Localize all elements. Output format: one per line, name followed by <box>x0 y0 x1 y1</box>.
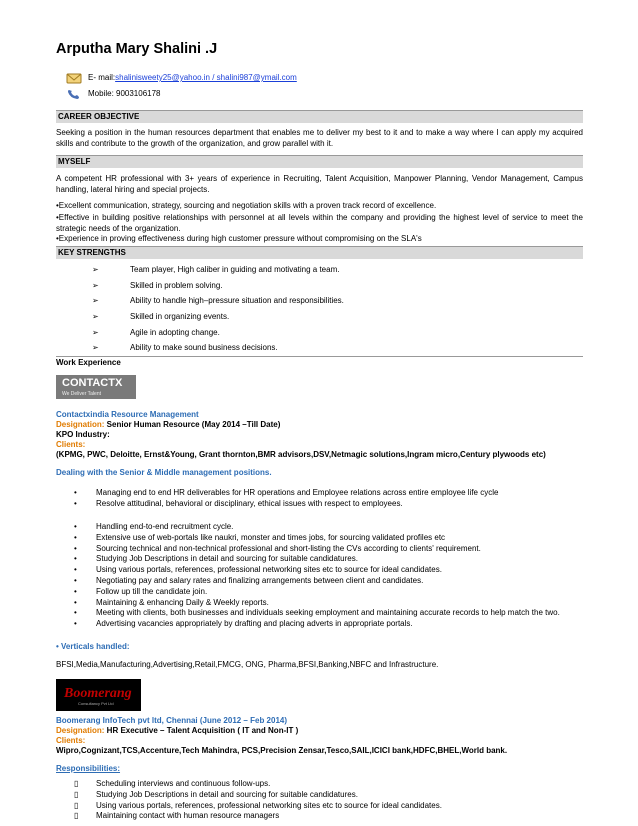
list-item: ➢ Team player, High caliber in guiding and motivating a team. <box>92 264 340 274</box>
job2-responsibilities <box>56 779 583 822</box>
strengths-list <box>56 262 583 356</box>
list-item: • Advertising vacancies appropriately by drafting and placing adverts in appropriate portals. <box>74 619 413 629</box>
career-objective-heading: CAREER OBJECTIVE <box>56 110 583 123</box>
job1-duties-a <box>56 488 583 510</box>
job1-company: Contactxindia Resource Management <box>56 410 199 419</box>
list-item: • Maintaining & enhancing Daily & Weekly reports. <box>74 597 269 607</box>
list-item: • Managing end to end HR deliverables for HR operations and Employee relations across entire employee life cycle <box>74 488 499 497</box>
myself-heading: MYSELF <box>56 155 583 168</box>
job2-clients: Wipro,Cognizant,TCS,Accenture,Tech Mahindra, PCS,Precision Zensar,Tesco,SAIL,ICICI bank,HDFC,BHEL,World bank. <box>56 746 508 755</box>
arrow-bullet-icon: ➢ <box>92 264 99 274</box>
job1-dealing: Dealing with the Senior & Middle management positions. <box>56 468 272 477</box>
list-item: • Resolve attitudinal, behavioral or disciplinary, ethical issues with respect to employees. <box>74 498 403 508</box>
list-item: ➢ Ability to handle high–pressure situation and responsibilities. <box>92 296 344 306</box>
email-link[interactable]: shalinisweety25@yahoo.in / shalini987@ymail.com <box>115 73 297 82</box>
verticals-text: BFSI,Media,Manufacturing,Advertising,Retail,FMCG, ONG, Pharma,BFSI,Banking,NBFC and Infrastructure. <box>56 660 439 669</box>
job2-clients-label: Clients: <box>56 736 86 745</box>
list-item: ➢ Ability to make sound business decisions. <box>92 343 278 353</box>
arrow-bullet-icon: ➢ <box>92 296 99 306</box>
job1-duties-b <box>56 522 583 630</box>
list-item: • Meeting with clients, both businesses and individuals seeking employment and maintaining accurate records to help match the two. <box>74 608 560 618</box>
list-item: ▯ Using various portals, references, professional networking sites etc to source for ideal candidates. <box>74 800 442 810</box>
list-item: • Negotiating pay and salary rates and finalizing arrangements between client and candidates. <box>74 575 424 585</box>
job2-designation: Designation: HR Executive – Talent Acquisition ( IT and Non-IT ) <box>56 726 299 735</box>
list-item: • Extensive use of web-portals like naukri, monster and times jobs, for sourcing validated profiles etc <box>74 532 446 542</box>
mobile-row <box>66 88 161 100</box>
candidate-name: Arputha Mary Shalini .J <box>56 41 218 57</box>
list-item: ▯ Studying Job Descriptions in detail and sourcing for suitable candidatures. <box>74 789 358 799</box>
verticals-label: • Verticals handled: <box>56 642 130 651</box>
list-item: • Using various portals, references, professional networking sites etc to source for ideal candidates. <box>74 565 442 575</box>
myself-point: •Excellent communication, strategy, sourcing and negotiation skills with a proven track record of excellence. <box>56 201 437 210</box>
career-objective-text: Seeking a position in the human resources department that enables me to deliver my best to it and to make a way where I can apply my acquired skills and contribute to the growth of the organization, and grow parallel with it. <box>56 128 583 148</box>
job2-company: Boomerang InfoTech pvt ltd, Chennai (June 2012 – Feb 2014) <box>56 716 288 725</box>
envelope-icon <box>66 72 82 84</box>
list-item: ➢ Skilled in problem solving. <box>92 280 223 290</box>
key-strengths-heading: KEY STRENGTHS <box>56 246 583 259</box>
phone-icon <box>66 88 82 100</box>
email-row <box>66 72 297 84</box>
boomerang-logo: Boomerang Consultancy Pvt Ltd <box>56 679 141 711</box>
arrow-bullet-icon: ➢ <box>92 280 99 290</box>
contactx-logo: CONTACTX We Deliver Talent <box>56 375 136 399</box>
myself-point: •Experience in proving effectiveness during high customer pressure without compromising on the SLA's <box>56 234 422 243</box>
job1-clients-label: Clients: <box>56 440 86 449</box>
list-item: • Studying Job Descriptions in detail and sourcing for suitable candidatures. <box>74 554 358 564</box>
email-label: E- mail: <box>88 73 116 82</box>
arrow-bullet-icon: ➢ <box>92 343 99 353</box>
job1-industry: KPO Industry: <box>56 430 110 439</box>
list-item: • Follow up till the candidate join. <box>74 586 208 596</box>
list-item: • Handling end-to-end recruitment cycle. <box>74 522 234 531</box>
arrow-bullet-icon: ➢ <box>92 327 99 337</box>
list-item: ➢ Skilled in organizing events. <box>92 311 230 321</box>
arrow-bullet-icon: ➢ <box>92 311 99 321</box>
list-item: • Sourcing technical and non-technical professional and short-listing the CVs according to clients' requirement. <box>74 543 481 553</box>
job1-clients: (KPMG, PWC, Deloitte, Ernst&Young, Grant thornton,BMR advisors,DSV,Netmagic solutions,Ingram micro,Century plywoods etc) <box>56 450 546 459</box>
list-item: ▯ Maintaining contact with human resource managers <box>74 811 280 821</box>
responsibilities-label: Responsibilities: <box>56 764 121 773</box>
myself-point: •Effective in building positive relationships with personnel at all levels within the company and providing the highest level of service to meet the strategic needs of the organization. <box>56 213 583 233</box>
work-experience-heading: Work Experience <box>56 358 121 367</box>
list-item: ▯ Scheduling interviews and continuous follow-ups. <box>74 779 271 788</box>
myself-intro: A competent HR professional with 3+ years of experience in Recruiting, Talent Acquisition, Manpower Planning, Vendor Management, Campus handling, lateral hiring and special projects. <box>56 174 583 194</box>
list-item: ➢ Agile in adopting change. <box>92 327 220 337</box>
mobile-text: Mobile: 9003106178 <box>88 89 161 98</box>
divider <box>56 356 583 357</box>
job1-designation: Designation: Senior Human Resource (May 2014 –Till Date) <box>56 420 281 429</box>
